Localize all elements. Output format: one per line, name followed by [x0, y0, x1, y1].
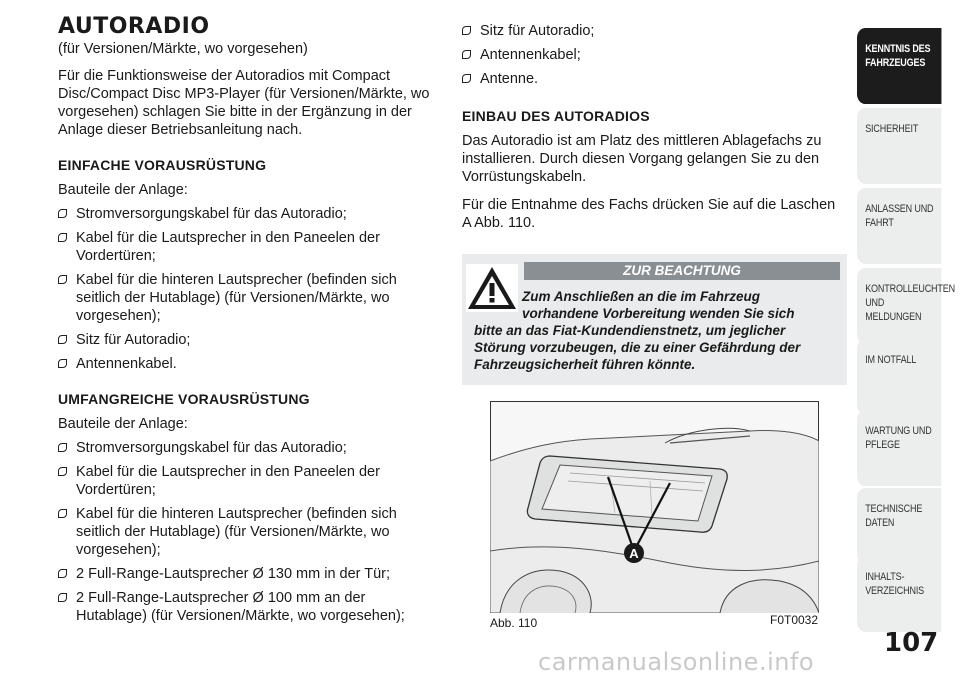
tab-maintenance[interactable]: WARTUNG UND PFLEGE	[857, 410, 941, 486]
bullet-icon	[58, 443, 67, 452]
list-item: Stromversorgungskabel für das Autoradio;	[58, 439, 438, 457]
chapter-sidebar	[857, 0, 960, 678]
installation-heading: EINBAU DES AUTORADIOS	[462, 108, 650, 124]
warning-box	[462, 254, 847, 385]
list-item: 2 Full-Range-Lautsprecher Ø 130 mm in der Tür;	[58, 565, 438, 583]
list-item: 2 Full-Range-Lautsprecher Ø 100 mm an der Hutablage) (für Versionen/Märkte, wo vorgesehen);	[58, 589, 438, 625]
bullet-icon	[58, 359, 67, 368]
bullet-icon	[58, 209, 67, 218]
bullet-icon	[462, 50, 471, 59]
bullet-icon	[58, 233, 67, 242]
figure-caption: Abb. 110	[490, 616, 538, 630]
installation-paragraph-1: Das Autoradio ist am Platz des mittleren Ablagefachs zu installieren. Durch diesen Vorgang gelangen Sie zu den Vorrüstungskabeln.	[462, 133, 822, 185]
section-heading-extended: UMFANGREICHE VORAUSRÜSTUNG	[58, 391, 310, 407]
tab-vehicle-knowledge[interactable]: KENNTNIS DES FAHRZEUGES	[857, 28, 941, 104]
page-title: AUTORADIO	[58, 14, 210, 39]
list-item: Kabel für die Lautsprecher in den Paneelen der Vordertüren;	[58, 463, 438, 499]
watermark: carmanualsonline.info	[538, 648, 815, 676]
dashboard-figure	[490, 401, 819, 613]
bullet-icon	[462, 26, 471, 35]
section-lead-extended: Bauteile der Anlage:	[58, 416, 188, 432]
warning-label: ZUR BEACHTUNG	[524, 262, 840, 280]
bullet-icon	[58, 467, 67, 476]
component-list-continued	[462, 22, 847, 88]
intro-paragraph: Für die Funktionsweise der Autoradios mit Compact Disc/Compact Disc MP3-Player (für Versionen/Märkte, wo vorgesehen) schlagen Sie bitte in der Ergänzung in der Anlage dieser Betriebsanleitung nach.	[58, 68, 430, 138]
tab-emergency[interactable]: IM NOTFALL	[857, 339, 941, 415]
title-subtitle: (für Versionen/Märkte, wo vorgesehen)	[58, 41, 308, 57]
list-item: Kabel für die hinteren Lautsprecher (befinden sich seitlich der Hutablage) (für Versionen/Märkte, wo vorgesehen);	[58, 505, 438, 559]
component-list-basic	[58, 205, 438, 373]
list-item: Kabel für die hinteren Lautsprecher (befinden sich seitlich der Hutablage) (für Versionen/Märkte, wo vorgesehen);	[58, 271, 438, 325]
list-item: Stromversorgungskabel für das Autoradio;	[58, 205, 438, 223]
section-heading-basic: EINFACHE VORAUSRÜSTUNG	[58, 157, 267, 173]
page-number: 107	[884, 628, 939, 658]
tab-index[interactable]: INHALTS- VERZEICHNIS	[857, 556, 941, 632]
right-column	[462, 0, 847, 385]
list-item: Antenne.	[462, 70, 847, 88]
bullet-icon	[58, 335, 67, 344]
list-item: Sitz für Autoradio;	[58, 331, 438, 349]
warning-icon	[466, 264, 518, 312]
left-column	[58, 0, 438, 631]
warning-text: bitte an das Fiat-Kundendienstnetz, um jeglicher Störung vorzubeugen, die zu einer Gefährdung der Fahrzeugsicherheit führen könnte.	[474, 323, 801, 372]
warning-text-line-1: Zum Anschließen an die im Fahrzeug	[522, 289, 761, 304]
warning-text-line-2: vorhandene Vorbereitung wenden Sie sich	[522, 306, 795, 321]
tab-warning-lights[interactable]: KONTROLLEUCHTEN UND MELDUNGEN	[857, 268, 941, 344]
callout-label: A	[629, 546, 639, 561]
tab-starting-driving[interactable]: ANLASSEN UND FAHRT	[857, 188, 941, 264]
figure-code: F0T0032	[770, 613, 819, 627]
installation-paragraph-2: Für die Entnahme des Fachs drücken Sie auf die Laschen A Abb. 110.	[462, 197, 836, 231]
list-item: Sitz für Autoradio;	[462, 22, 847, 40]
list-item: Kabel für die Lautsprecher in den Paneelen der Vordertüren;	[58, 229, 438, 265]
bullet-icon	[58, 593, 67, 602]
bullet-icon	[58, 509, 67, 518]
bullet-icon	[58, 275, 67, 284]
tab-technical-data[interactable]: TECHNISCHE DATEN	[857, 488, 941, 564]
tab-safety[interactable]: SICHERHEIT	[857, 108, 941, 184]
list-item: Antennenkabel;	[462, 46, 847, 64]
list-item: Antennenkabel.	[58, 355, 438, 373]
bullet-icon	[58, 569, 67, 578]
component-list-extended	[58, 439, 438, 625]
bullet-icon	[462, 74, 471, 83]
section-lead-basic: Bauteile der Anlage:	[58, 182, 188, 198]
